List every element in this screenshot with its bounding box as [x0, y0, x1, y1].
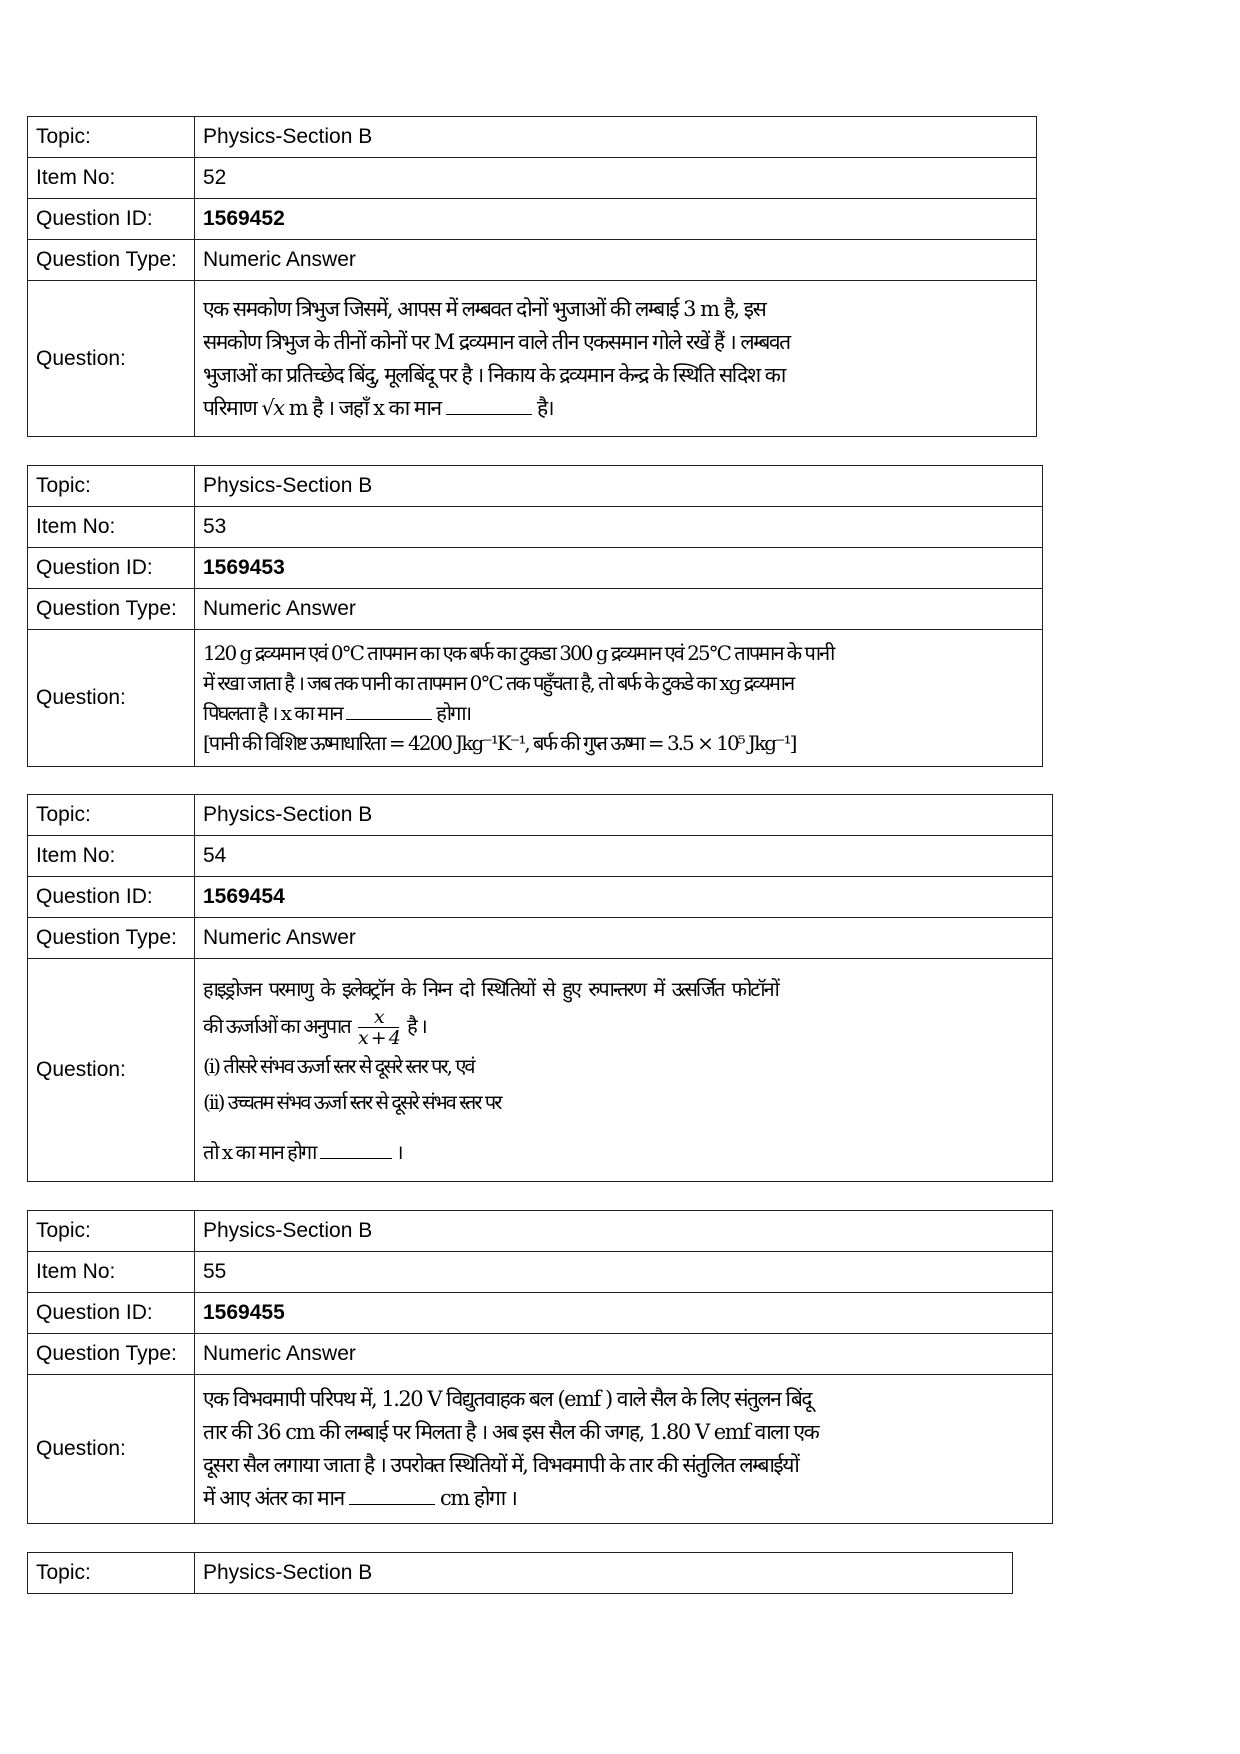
- question-text-fragment: होगा।: [436, 701, 471, 725]
- topic-value: Physics-Section B: [195, 1553, 1013, 1594]
- question-line: एक समकोण त्रिभुज जिसमें, आपस में लम्बवत दोनों भुजाओं की लम्बाई 3 m है, इस: [203, 296, 766, 321]
- question-card-54: [27, 794, 1053, 1182]
- question-text-fragment: है।: [536, 395, 554, 420]
- question-line: एक विभवमापी परिपथ में, 1.20 V विद्युतवाहक बल (emf ) वाले सैल के लिए संतुलन बिंदू: [203, 1387, 812, 1411]
- answer-blank: [349, 1484, 435, 1505]
- question-type-label: Question Type:: [28, 240, 195, 281]
- item-no-value: 55: [195, 1252, 1053, 1293]
- question-text: [195, 1375, 1053, 1524]
- question-line: [203, 1007, 1044, 1048]
- question-text: [195, 630, 1043, 767]
- question-type-value: Numeric Answer: [195, 918, 1053, 959]
- answer-blank: [346, 699, 432, 720]
- topic-label: Topic:: [28, 1211, 195, 1252]
- topic-label: Topic:: [28, 117, 195, 158]
- question-type-value: Numeric Answer: [195, 1334, 1053, 1375]
- question-label: Question:: [28, 1375, 195, 1524]
- fraction: [358, 1007, 399, 1048]
- question-card-55: [27, 1210, 1053, 1524]
- question-text-fragment: तो x का मान होगा: [203, 1139, 316, 1164]
- question-text: [195, 959, 1053, 1182]
- item-no-label: Item No:: [28, 158, 195, 199]
- question-text-fragment: की ऊर्जाओं का अनुपात: [203, 1013, 350, 1038]
- topic-value: Physics-Section B: [195, 1211, 1053, 1252]
- question-line: (i) तीसरे संभव ऊर्जा स्तर से दूसरे स्तर पर, एवं: [203, 1053, 474, 1078]
- question-line: (ii) उच्चतम संभव ऊर्जा स्तर से दूसरे संभव स्तर पर: [203, 1089, 501, 1114]
- question-line: [203, 1482, 1044, 1515]
- question-id-label: Question ID:: [28, 877, 195, 918]
- question-card-53: [27, 465, 1043, 767]
- question-type-label: Question Type:: [28, 918, 195, 959]
- question-id-value: 1569453: [195, 548, 1043, 589]
- fraction-denominator: x + 4: [358, 1026, 399, 1049]
- fraction-numerator: x: [374, 1005, 383, 1028]
- question-type-value: Numeric Answer: [195, 589, 1043, 630]
- question-id-label: Question ID:: [28, 199, 195, 240]
- topic-value: Physics-Section B: [195, 795, 1053, 836]
- question-line: तार की 36 cm की लम्बाई पर मिलता है । अब इस सैल की जगह, 1.80 V emf वाला एक: [203, 1420, 819, 1444]
- question-line: दूसरा सैल लगाया जाता है । उपरोक्त स्थितियों में, विभवमापी के तार की संतुलित लम्बाईयों: [203, 1453, 799, 1477]
- question-text: [195, 281, 1037, 437]
- question-id-label: Question ID:: [28, 548, 195, 589]
- question-text-fragment: है ।: [407, 1013, 426, 1038]
- question-text-fragment: ।: [396, 1139, 402, 1164]
- sqrt-expression: √x: [261, 395, 284, 420]
- question-text-fragment: में आए अंतर का मान: [203, 1486, 344, 1510]
- item-no-value: 52: [195, 158, 1037, 199]
- question-card-52: [27, 116, 1037, 437]
- item-no-label: Item No:: [28, 507, 195, 548]
- item-no-label: Item No:: [28, 1252, 195, 1293]
- topic-label: Topic:: [28, 1553, 195, 1594]
- question-label: Question:: [28, 630, 195, 767]
- answer-blank: [446, 394, 532, 415]
- question-line: 120 g द्रव्यमान एवं 0°C तापमान का एक बर्फ का टुकडा 300 g द्रव्यमान एवं 25°C तापमान के पानी: [203, 641, 834, 665]
- question-label: Question:: [28, 959, 195, 1182]
- question-text-fragment: पिघलता है । x का मान: [203, 701, 342, 725]
- item-no-value: 53: [195, 507, 1043, 548]
- question-line: [203, 392, 1028, 425]
- question-card-56: [27, 1552, 1013, 1594]
- question-line: [पानी की विशिष्ट ऊष्माधारिता = 4200 Jkg⁻¹K⁻¹, बर्फ की गुप्त ऊष्मा = 3.5 × 10⁵ Jkg⁻¹]: [203, 731, 796, 755]
- question-line: [203, 1134, 1044, 1170]
- topic-label: Topic:: [28, 466, 195, 507]
- question-text-fragment: cm होगा ।: [440, 1486, 517, 1510]
- item-no-label: Item No:: [28, 836, 195, 877]
- answer-blank: [320, 1138, 392, 1159]
- topic-label: Topic:: [28, 795, 195, 836]
- question-label: Question:: [28, 281, 195, 437]
- question-line: समकोण त्रिभुज के तीनों कोनों पर M द्रव्यमान वाले तीन एकसमान गोले रखें हैं । लम्बवत: [203, 329, 790, 354]
- question-type-label: Question Type:: [28, 1334, 195, 1375]
- question-id-value: 1569455: [195, 1293, 1053, 1334]
- item-no-value: 54: [195, 836, 1053, 877]
- question-text-fragment: परिमाण: [203, 395, 257, 420]
- topic-value: Physics-Section B: [195, 466, 1043, 507]
- question-line: भुजाओं का प्रतिच्छेद बिंदु, मूलबिंदू पर है । निकाय के द्रव्यमान केन्द्र के स्थिति सदिश का: [203, 362, 785, 387]
- question-type-label: Question Type:: [28, 589, 195, 630]
- question-line: हाइड्रोजन परमाणु के इलेक्ट्रॉन के निम्न दो स्थितियों से हुए रुपान्तरण में उत्सर्जित फोटॉनों: [203, 976, 778, 1001]
- question-id-label: Question ID:: [28, 1293, 195, 1334]
- question-id-value: 1569454: [195, 877, 1053, 918]
- question-type-value: Numeric Answer: [195, 240, 1037, 281]
- question-line: [203, 698, 1034, 728]
- question-line: में रखा जाता है । जब तक पानी का तापमान 0°C तक पहुँचता है, तो बर्फ के टुकडे का xg द्रव्यमान: [203, 671, 794, 695]
- question-text-fragment: m है । जहाँ x का मान: [288, 395, 441, 420]
- topic-value: Physics-Section B: [195, 117, 1037, 158]
- question-id-value: 1569452: [195, 199, 1037, 240]
